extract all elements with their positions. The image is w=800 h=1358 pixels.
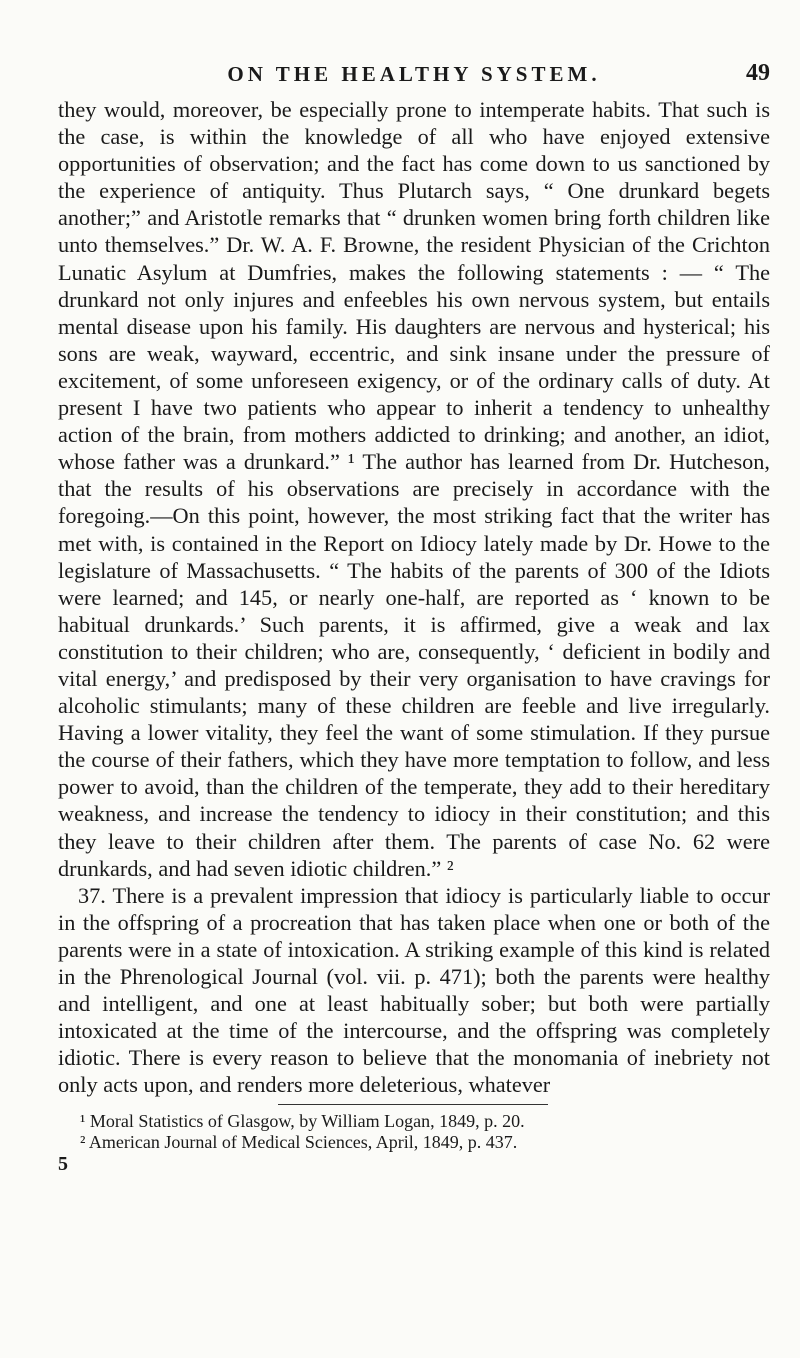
footnote-1: ¹ Moral Statistics of Glasgow, by William Logan, 1849, p. 20. (80, 1111, 525, 1132)
running-head: ON THE HEALTHY SYSTEM. (227, 62, 601, 86)
page-header (58, 62, 770, 96)
printer-signature-mark: 5 (58, 1153, 68, 1176)
footnote-2: ² American Journal of Medical Sciences, April, 1849, p. 437. (80, 1132, 518, 1153)
paragraph-2: 37. There is a prevalent impression that idiocy is particularly liable to occur in the offspring of a procreation that has taken place when one or both of the parents were in a state of intoxication. A striking example of this kind is related in the Phrenological Journal (vol. vii. p. 471); both the parents were healthy and intelligent, and one at least habitually sober; but both were partially intoxicated at the time of the intercourse, and the offspring was completely idiotic. There is every reason to believe that the monomania of inebriety not only acts upon, and renders more deleterious, whatever (58, 882, 770, 1098)
paragraph-1: they would, moreover, be especially prone to intemperate habits. That such is the case, is within the knowledge of all who have enjoyed extensive opportunities of observation; and the fact has come down to us sanctioned by the experience of antiquity. Thus Plutarch says, “ One drunkard begets another;” and Aristotle remarks that “ drunken women bring forth children like unto themselves.” Dr. W. A. F. Browne, the resident Physician of the Crichton Lunatic Asylum at Dumfries, makes the following statements : — “ The drunkard not only injures and enfeebles his own nervous system, but entails mental disease upon his family. His daughters are nervous and hysterical; his sons are weak, wayward, eccentric, and sink insane under the pressure of excitement, of some unforeseen exigency, or of the ordinary calls of duty. At present I have two patients who appear to inherit a tendency to unhealthy action of the brain, from mothers addicted to drinking; and another, an idiot, whose father was a drunkard.” ¹ The author has learned from Dr. Hutcheson, that the results of his observations are precisely in accordance with the foregoing.—On this point, however, the most striking fact that the writer has met with, is contained in the Report on Idiocy lately made by Dr. Howe to the legislature of Massachusetts. “ The habits of the parents of 300 of the Idiots were learned; and 145, or nearly one-half, are reported as ‘ known to be habitual drunkards.’ Such parents, it is affirmed, give a weak and lax constitution to their children; who are, consequently, ‘ deficient in bodily and vital energy,’ and predisposed by their very organisation to have cravings for alcoholic stimulants; many of these children are feeble and live irregularly. Having a lower vitality, they feel the want of some stimulation. If they pursue the course of their fathers, which they have more temptation to follow, and less power to avoid, than the children of the temperate, they add to their hereditary weakness, and increase the tendency to idiocy in their constitution; and this they leave to their children after them. The parents of case No. 62 were drunkards, and had seven idiotic children.” ² (58, 97, 770, 881)
book-page (58, 62, 770, 1176)
footnotes (58, 1111, 770, 1153)
body-text (58, 96, 770, 1098)
footnote-divider (278, 1104, 548, 1111)
page-number: 49 (746, 60, 770, 86)
